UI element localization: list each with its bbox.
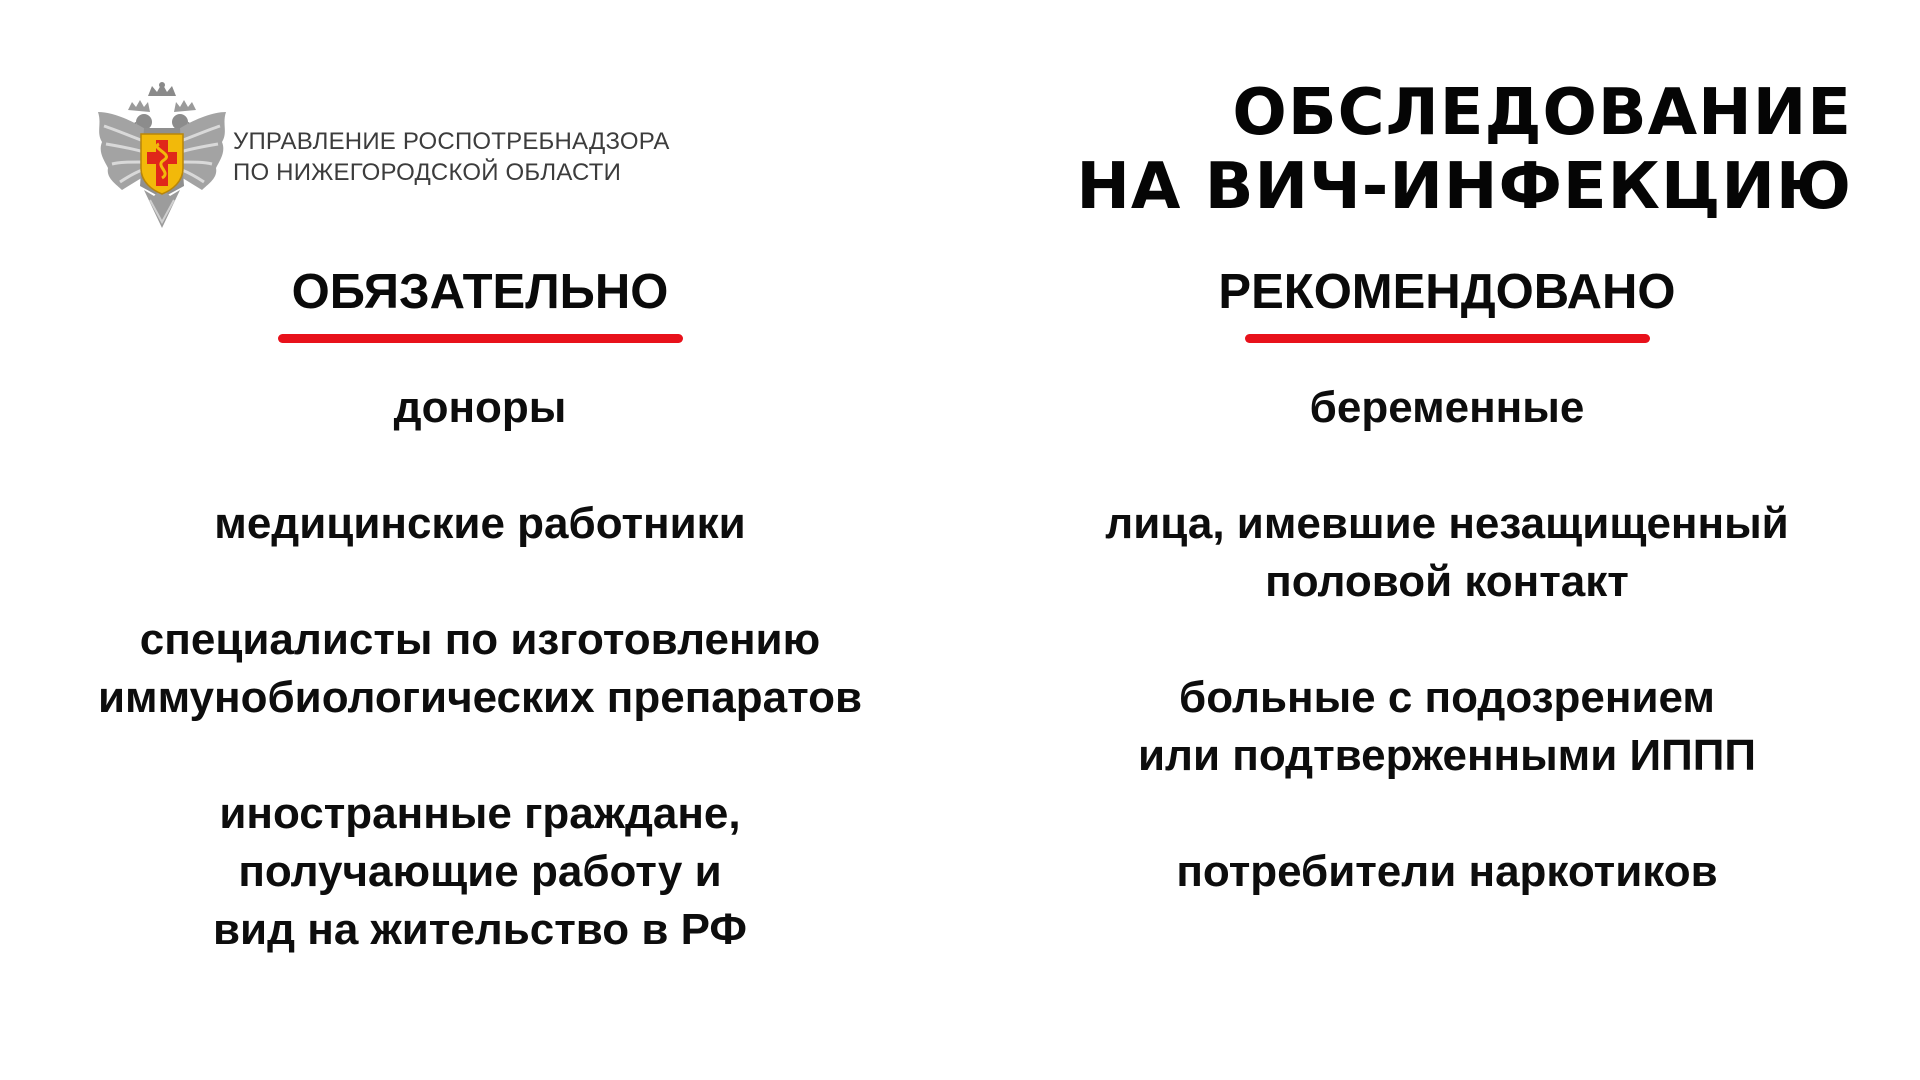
list-item-line: беременные [1309,383,1585,432]
list-item [30,495,930,553]
page-title-line-2: НА ВИЧ-ИНФЕКЦИЮ [1076,150,1852,224]
recommended-heading: РЕКОМЕНДОВАНО [1218,265,1676,319]
page-title-line-1: ОБСЛЕДОВАНИЕ [1232,76,1852,150]
mandatory-heading: ОБЯЗАТЕЛЬНО [291,265,669,319]
mandatory-column [30,262,930,1017]
list-item-line: вид на жительство в РФ [213,905,747,954]
organization-name-line-1: УПРАВЛЕНИЕ РОСПОТРЕБНАДЗОРА [233,128,670,155]
recommended-heading-underline [1245,334,1650,343]
list-item-line: лица, имевшие незащищенный [1105,499,1789,548]
list-item-line: иммунобиологических препаратов [97,673,862,722]
list-item-line: или подтверженными ИППП [1138,731,1756,780]
list-item [997,843,1897,901]
list-item [30,785,930,959]
mandatory-heading-underline [278,334,683,343]
list-item [997,669,1897,785]
list-item-line: специалисты по изготовлению [139,615,821,664]
recommended-column [997,262,1897,959]
list-item-line: получающие работу и [238,847,722,896]
list-item-line: доноры [393,383,567,432]
recommended-list [997,379,1897,901]
list-item-line: иностранные граждане, [219,789,741,838]
list-item [30,379,930,437]
list-item-line: половой контакт [1265,557,1629,606]
rospotrebnadzor-eagle-icon [92,82,232,230]
list-item [997,379,1897,437]
list-item [997,495,1897,611]
list-item-line: медицинские работники [214,499,746,548]
organization-name [233,126,670,188]
list-item [30,611,930,727]
mandatory-list [30,379,930,959]
list-item-line: больные с подозрением [1179,673,1715,722]
list-item-line: потребители наркотиков [1176,847,1718,896]
organization-name-line-2: ПО НИЖЕГОРОДСКОЙ ОБЛАСТИ [233,159,622,186]
page-title [1076,76,1852,224]
